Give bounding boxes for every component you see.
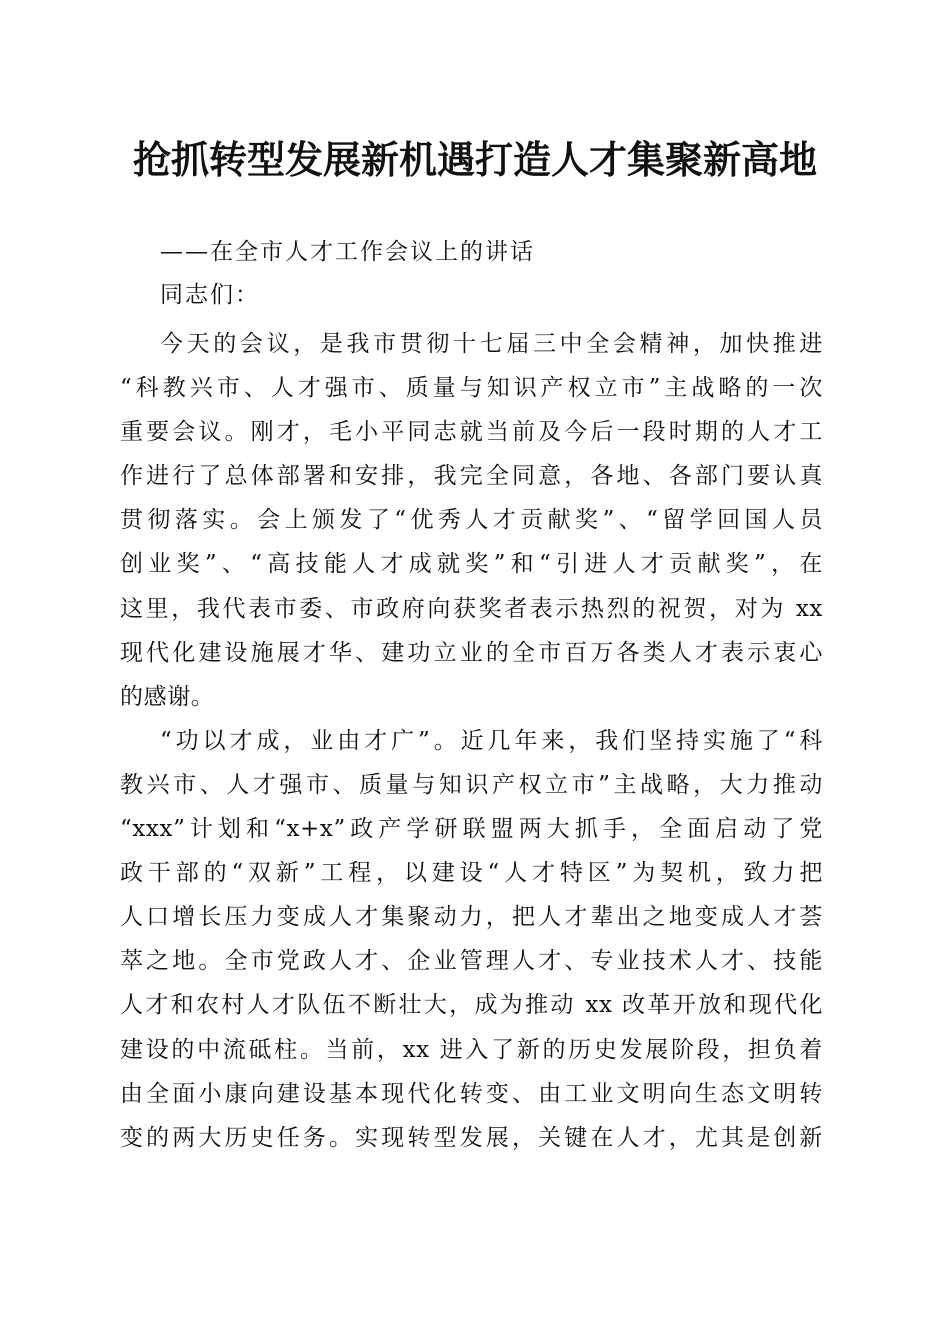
paragraph-line: 创业奖”、“高技能人才成就奖”和“引进人才贡献奖”，在 bbox=[120, 551, 823, 578]
paragraph-line: 现代化建设施展才华、建功立业的全市百万各类人才表示衷心 bbox=[120, 639, 823, 666]
document-subtitle: ——在全市人才工作会议上的讲话 bbox=[160, 239, 535, 265]
paragraph-line: 萃之地。全市党政人才、企业管理人才、专业技术人才、技能 bbox=[120, 948, 823, 975]
paragraph-line: “功以才成，业由才广”。近几年来，我们坚持实施了“科 bbox=[160, 727, 823, 754]
paragraph-line: 人口增长压力变成人才集聚动力，把人才辈出之地变成人才荟 bbox=[120, 904, 823, 931]
paragraph-line: 教兴市、人才强市、质量与知识产权立市”主战略，大力推动 bbox=[120, 771, 823, 798]
paragraph-line: 的感谢。 bbox=[120, 683, 215, 710]
paragraph-line: 建设的中流砥柱。当前，xx 进入了新的历史发展阶段，担负着 bbox=[120, 1036, 823, 1063]
paragraph-line: 变的两大历史任务。实现转型发展，关键在人才，尤其是创新 bbox=[120, 1124, 823, 1151]
paragraph-1 bbox=[120, 322, 823, 719]
paragraph-line: 这里，我代表市委、市政府向获奖者表示热烈的祝贺，对为 xx bbox=[120, 595, 823, 622]
paragraph-line: 作进行了总体部署和安排，我完全同意，各地、各部门要认真 bbox=[120, 463, 823, 490]
paragraph-line: 今天的会议，是我市贯彻十七届三中全会精神，加快推进 bbox=[160, 331, 823, 357]
paragraph-line: “xxx”计划和“x+x”政产学研联盟两大抓手，全面启动了党 bbox=[120, 816, 823, 843]
paragraph-line: 重要会议。刚才，毛小平同志就当前及今后一段时期的人才工 bbox=[120, 419, 823, 446]
body-text bbox=[120, 322, 823, 1160]
paragraph-2 bbox=[120, 719, 823, 1160]
paragraph-line: 人才和农村人才队伍不断壮大，成为推动 xx 改革开放和现代化 bbox=[120, 992, 823, 1019]
salutation: 同志们： bbox=[160, 282, 260, 308]
document-title: 抢抓转型发展新机遇打造人才集聚新高地 bbox=[132, 137, 817, 182]
paragraph-line: “科教兴市、人才强市、质量与知识产权立市”主战略的一次 bbox=[120, 375, 823, 402]
paragraph-line: 由全面小康向建设基本现代化转变、由工业文明向生态文明转 bbox=[120, 1080, 823, 1107]
paragraph-line: 政干部的“双新”工程，以建设“人才特区”为契机，致力把 bbox=[120, 860, 823, 887]
paragraph-line: 贯彻落实。会上颁发了“优秀人才贡献奖”、“留学回国人员 bbox=[120, 507, 823, 534]
